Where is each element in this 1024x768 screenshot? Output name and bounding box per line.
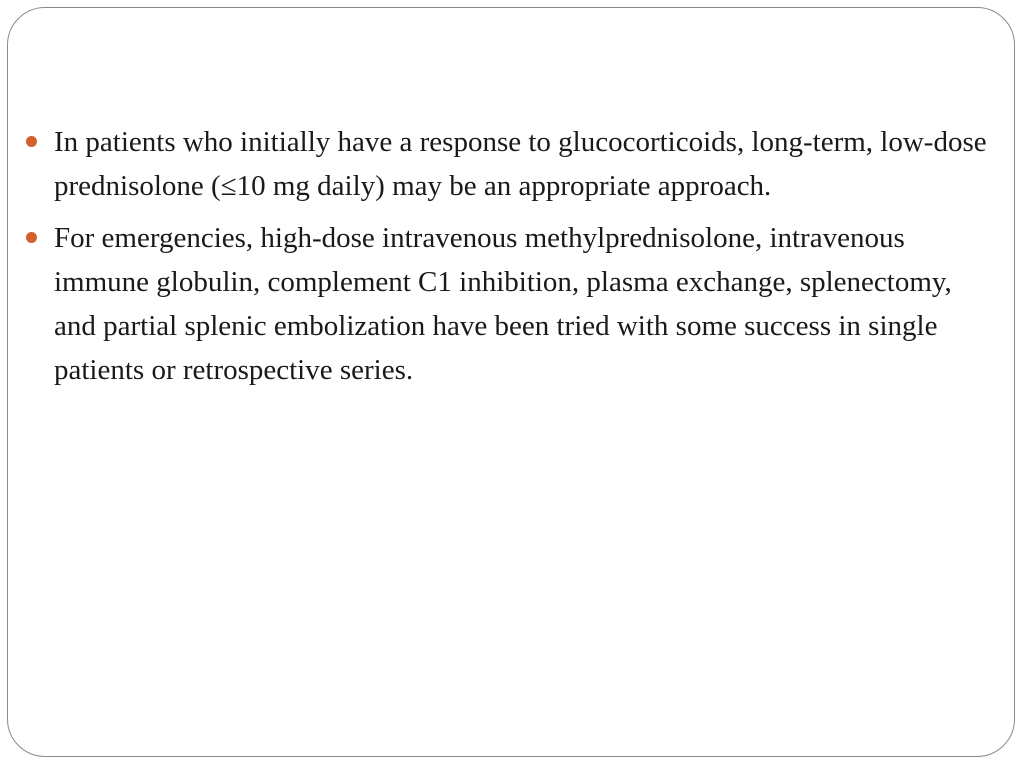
bullet-item bbox=[8, 120, 1016, 208]
slide bbox=[7, 7, 1015, 757]
bullet-text: In patients who initially have a response to glucocorticoids, long-term, low-dose prednisolone (≤10 mg daily) may be an appropriate approach. bbox=[54, 126, 987, 202]
bullet-text: For emergencies, high-dose intravenous methylprednisolone, intravenous immune globulin, complement C1 inhibition, plasma exchange, splenectomy, and partial splenic embolization have been tried with some success in single patients or retrospective series. bbox=[54, 222, 952, 386]
bullet-dot-icon bbox=[26, 232, 37, 243]
bullet-dot-icon bbox=[26, 136, 37, 147]
bullet-item bbox=[8, 216, 1016, 392]
bullet-list bbox=[8, 120, 1016, 400]
